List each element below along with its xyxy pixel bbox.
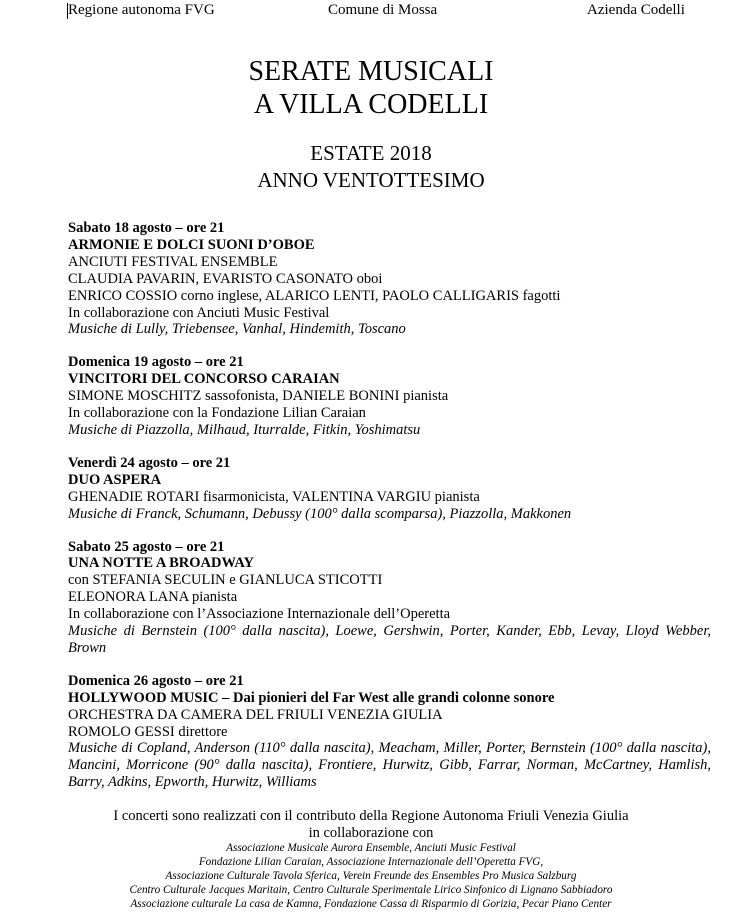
- title-line-2: A VILLA CODELLI: [253, 89, 489, 120]
- event-item: [68, 673, 711, 791]
- event-program: Musiche di Bernstein (100° dalla nascita), Loewe, Gershwin, Porter, Kander, Ebb, Levay, Lloyd Webber, Brown: [68, 623, 711, 656]
- header-azienda: Azienda Codelli: [587, 2, 685, 18]
- partner-line: Associazione culturale La casa de Kamna, Fondazione Cassa di Risparmio di Gorizia, Pecar Piano Center: [130, 898, 612, 910]
- event-detail: con STEFANIA SECULIN e GIANLUCA STICOTTI: [68, 572, 383, 589]
- footer-contribution: I concerti sono realizzati con il contributo della Regione Autonoma Friuli Venezia Giulia: [113, 808, 629, 824]
- partner-list: [0, 841, 742, 911]
- event-date: Domenica 26 agosto – ore 21: [68, 672, 244, 689]
- partner-line: Associazione Musicale Aurora Ensemble, Anciuti Music Festival: [226, 842, 516, 854]
- event-program: Musiche di Copland, Anderson (110° dalla nascita), Meacham, Miller, Porter, Bernstein (100° dalla nascita), Mancini, Morricone (90° dalla nascita), Frontiere, Hurwitz, Gibb, Farrar, Norman, McCartney, Hamlish, Barry, Adkins, Epworth, Hurwitz, Williams: [68, 740, 711, 791]
- event-item: [68, 539, 711, 657]
- partner-line: Associazione Culturale Tavola Sferica, Verein Freunde des Ensembles Pro Musica Salzburg: [165, 870, 577, 882]
- event-title: HOLLYWOOD MUSIC – Dai pionieri del Far West alle grandi colonne sonore: [68, 689, 555, 706]
- event-detail: In collaborazione con l’Associazione Internazionale dell’Operetta: [68, 606, 451, 623]
- event-item: [68, 220, 711, 338]
- event-date: Venerdì 24 agosto – ore 21: [68, 454, 231, 471]
- partner-line: Fondazione Lilian Caraian, Associazione Internazionale dell’Operetta FVG,: [198, 856, 544, 868]
- main-title: [0, 55, 742, 121]
- footer: [0, 808, 742, 911]
- title-line-1: SERATE MUSICALI: [248, 56, 494, 87]
- subtitle-edition: ANNO VENTOTTESIMO: [257, 168, 485, 192]
- footer-collaboration: in collaborazione con: [308, 824, 434, 841]
- partner-line: Centro Culturale Jacques Maritain, Centro Culturale Sperimentale Lirico Sinfonico di Lignano Sabbiadoro: [129, 884, 613, 896]
- event-title: DUO ASPERA: [68, 471, 162, 488]
- subtitle-year: ESTATE 2018: [310, 141, 432, 165]
- event-date: Domenica 19 agosto – ore 21: [68, 354, 244, 371]
- event-title: UNA NOTTE A BROADWAY: [68, 555, 254, 572]
- event-date: Sabato 18 agosto – ore 21: [68, 220, 225, 236]
- event-list: [68, 220, 711, 807]
- event-detail: ROMOLO GESSI direttore: [68, 723, 228, 740]
- subtitle: [0, 140, 742, 194]
- event-title: VINCITORI DEL CONCORSO CARAIAN: [68, 371, 340, 388]
- event-detail: In collaborazione con la Fondazione Lilian Caraian: [68, 405, 366, 422]
- event-program: Musiche di Piazzolla, Milhaud, Iturralde, Fitkin, Yoshimatsu: [68, 421, 421, 438]
- event-title: ARMONIE E DOLCI SUONI D’OBOE: [68, 236, 315, 253]
- event-detail: ORCHESTRA DA CAMERA DEL FRIULI VENEZIA GIULIA: [68, 706, 443, 723]
- event-detail: ANCIUTI FESTIVAL ENSEMBLE: [68, 253, 278, 270]
- event-detail: CLAUDIA PAVARIN, EVARISTO CASONATO oboi: [68, 270, 383, 287]
- event-date: Sabato 25 agosto – ore 21: [68, 538, 225, 555]
- event-item: [68, 455, 711, 523]
- header-comune: Comune di Mossa: [328, 2, 438, 18]
- event-detail: ELEONORA LANA pianista: [68, 589, 238, 606]
- event-detail: ENRICO COSSIO corno inglese, ALARICO LENTI, PAOLO CALLIGARIS fagotti: [68, 287, 561, 304]
- event-program: Musiche di Franck, Schumann, Debussy (100° dalla scomparsa), Piazzolla, Makkonen: [68, 505, 572, 522]
- header-region: Regione autonoma FVG: [68, 2, 215, 18]
- event-detail: SIMONE MOSCHITZ sassofonista, DANIELE BONINI pianista: [68, 388, 449, 405]
- event-detail: GHENADIE ROTARI fisarmonicista, VALENTINA VARGIU pianista: [68, 488, 480, 505]
- event-program: Musiche di Lully, Triebensee, Vanhal, Hindemith, Toscano: [68, 321, 406, 338]
- event-item: [68, 354, 711, 439]
- event-detail: In collaborazione con Anciuti Music Festival: [68, 304, 330, 321]
